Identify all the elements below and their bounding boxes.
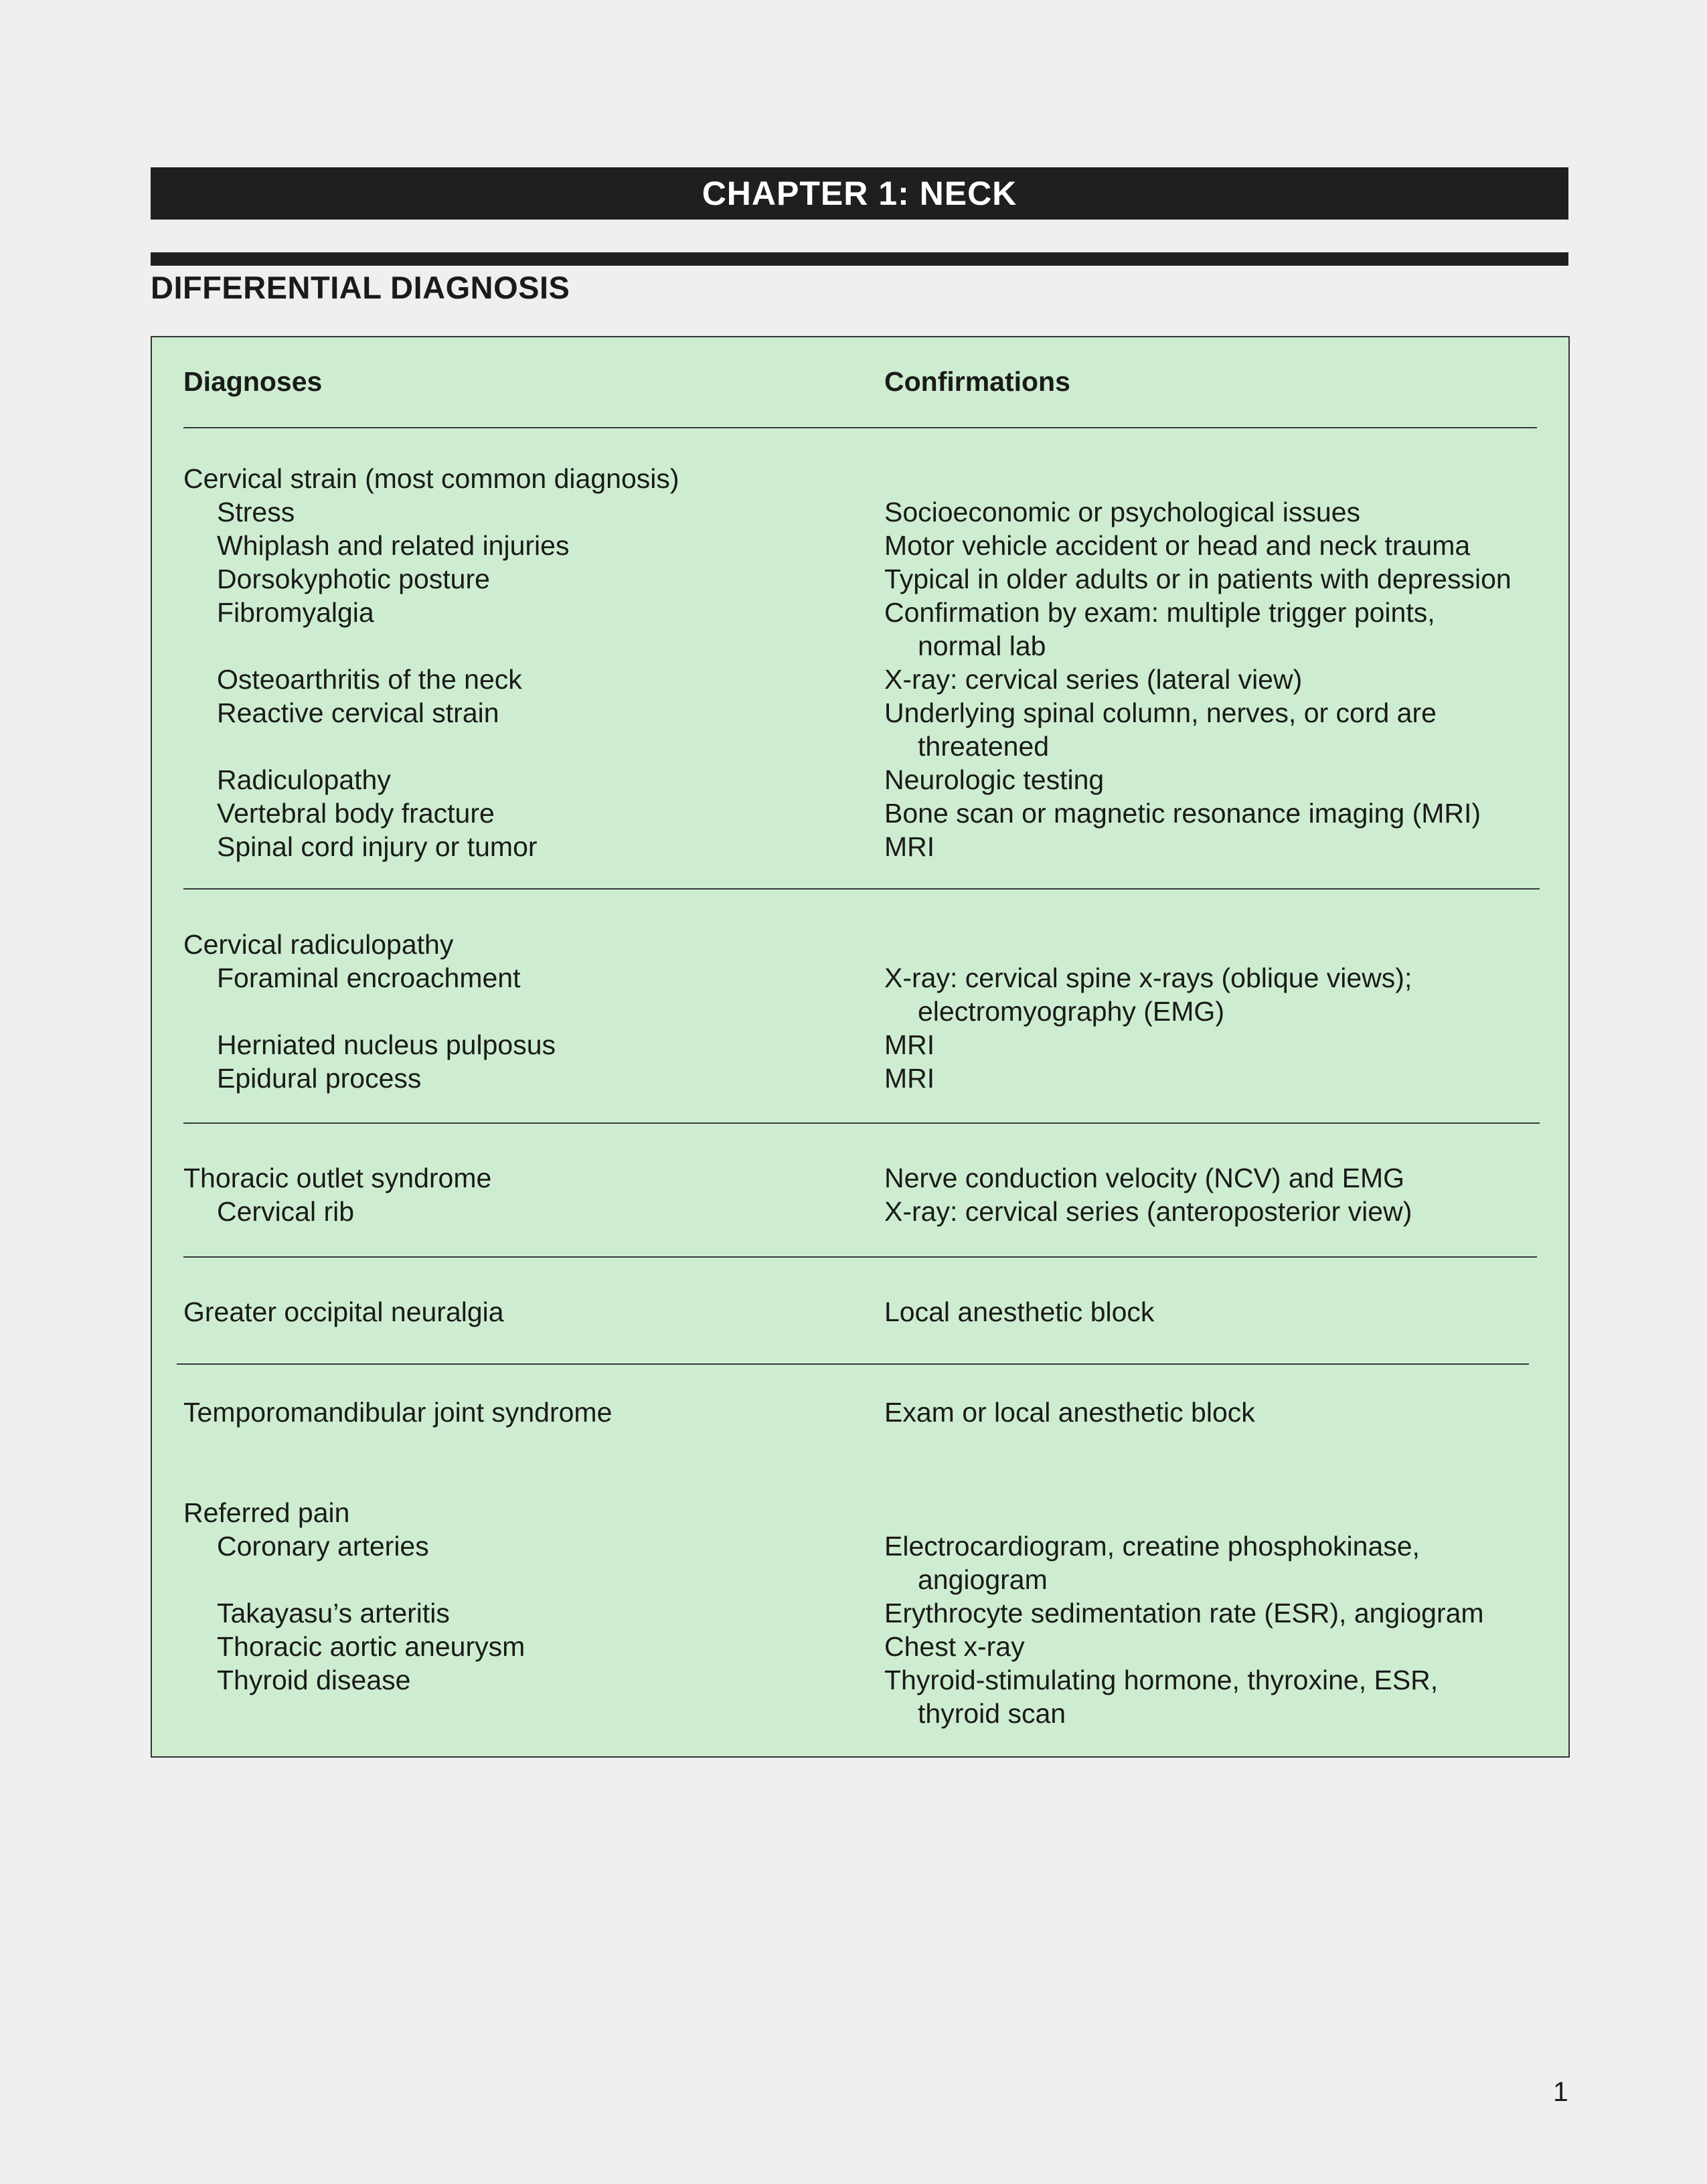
row-group-divider	[177, 1363, 1529, 1365]
confirmation-cell: MRI	[884, 1063, 935, 1094]
section-rule	[151, 252, 1568, 266]
diagnosis-cell: Temporomandibular joint syndrome	[183, 1397, 613, 1428]
confirmation-cell: angiogram	[918, 1564, 1048, 1595]
diagnosis-cell: Fibromyalgia	[217, 597, 374, 628]
diagnosis-cell: Herniated nucleus pulposus	[217, 1029, 556, 1060]
confirmation-cell: Socioeconomic or psychological issues	[884, 497, 1361, 527]
diagnosis-cell: Spinal cord injury or tumor	[217, 831, 538, 862]
row-group-divider	[183, 1122, 1540, 1124]
confirmation-cell: MRI	[884, 831, 935, 862]
diagnosis-cell: Stress	[217, 497, 295, 527]
confirmation-cell: Chest x-ray	[884, 1631, 1025, 1662]
confirmation-cell: Underlying spinal column, nerves, or cord are	[884, 697, 1437, 728]
confirmation-cell: normal lab	[918, 631, 1046, 661]
confirmation-cell: Typical in older adults or in patients with depression	[884, 564, 1512, 594]
confirmation-cell: Local anesthetic block	[884, 1296, 1155, 1327]
diagnoses-column-header: Diagnoses	[183, 366, 323, 397]
confirmation-cell: X-ray: cervical series (anteroposterior view)	[884, 1196, 1412, 1227]
diagnosis-cell: Takayasu’s arteritis	[217, 1598, 450, 1628]
confirmation-cell: X-ray: cervical series (lateral view)	[884, 664, 1303, 695]
confirmation-cell: Motor vehicle accident or head and neck trauma	[884, 530, 1471, 561]
diagnosis-cell: Cervical strain (most common diagnosis)	[183, 463, 679, 494]
diagnosis-cell: Cervical radiculopathy	[183, 929, 454, 960]
diagnosis-cell: Whiplash and related injuries	[217, 530, 570, 561]
chapter-title-bar	[151, 167, 1568, 220]
diagnosis-cell: Thyroid disease	[217, 1665, 411, 1695]
confirmation-cell: MRI	[884, 1029, 935, 1060]
section-title: DIFFERENTIAL DIAGNOSIS	[151, 270, 570, 305]
diagnosis-cell: Vertebral body fracture	[217, 798, 495, 829]
diagnosis-cell: Radiculopathy	[217, 764, 391, 795]
chapter-title: CHAPTER 1: NECK	[702, 175, 1018, 212]
confirmations-column-header: Confirmations	[884, 366, 1070, 397]
confirmation-cell: Erythrocyte sedimentation rate (ESR), angiogram	[884, 1598, 1484, 1628]
confirmation-cell: Nerve conduction velocity (NCV) and EMG	[884, 1163, 1405, 1193]
diagnosis-cell: Greater occipital neuralgia	[183, 1296, 504, 1327]
confirmation-cell: threatened	[918, 731, 1050, 762]
diagnosis-cell: Foraminal encroachment	[217, 962, 521, 993]
confirmation-cell: Thyroid-stimulating hormone, thyroxine, ESR,	[884, 1665, 1439, 1695]
page-number: 1	[1553, 2076, 1568, 2107]
confirmation-cell: thyroid scan	[918, 1698, 1066, 1729]
row-group-divider	[183, 1256, 1537, 1258]
diagnosis-cell: Cervical rib	[217, 1196, 355, 1227]
confirmation-cell: Confirmation by exam: multiple trigger points,	[884, 597, 1435, 628]
diagnosis-cell: Dorsokyphotic posture	[217, 564, 490, 594]
confirmation-cell: Neurologic testing	[884, 764, 1105, 795]
confirmation-cell: electromyography (EMG)	[918, 996, 1224, 1027]
confirmation-cell: X-ray: cervical spine x-rays (oblique views);	[884, 962, 1412, 993]
row-group-divider	[183, 888, 1540, 890]
diagnosis-cell: Thoracic aortic aneurysm	[217, 1631, 525, 1662]
diagnosis-cell: Referred pain	[183, 1497, 350, 1528]
confirmation-cell: Bone scan or magnetic resonance imaging (MRI)	[884, 798, 1481, 829]
confirmation-cell: Electrocardiogram, creatine phosphokinase,	[884, 1531, 1420, 1562]
diagnosis-cell: Epidural process	[217, 1063, 422, 1094]
diagnosis-cell: Osteoarthritis of the neck	[217, 664, 522, 695]
diagnosis-cell: Coronary arteries	[217, 1531, 429, 1562]
row-group-divider	[183, 427, 1537, 428]
diagnosis-cell: Reactive cervical strain	[217, 697, 499, 728]
diagnosis-cell: Thoracic outlet syndrome	[183, 1163, 492, 1193]
confirmation-cell: Exam or local anesthetic block	[884, 1397, 1255, 1428]
